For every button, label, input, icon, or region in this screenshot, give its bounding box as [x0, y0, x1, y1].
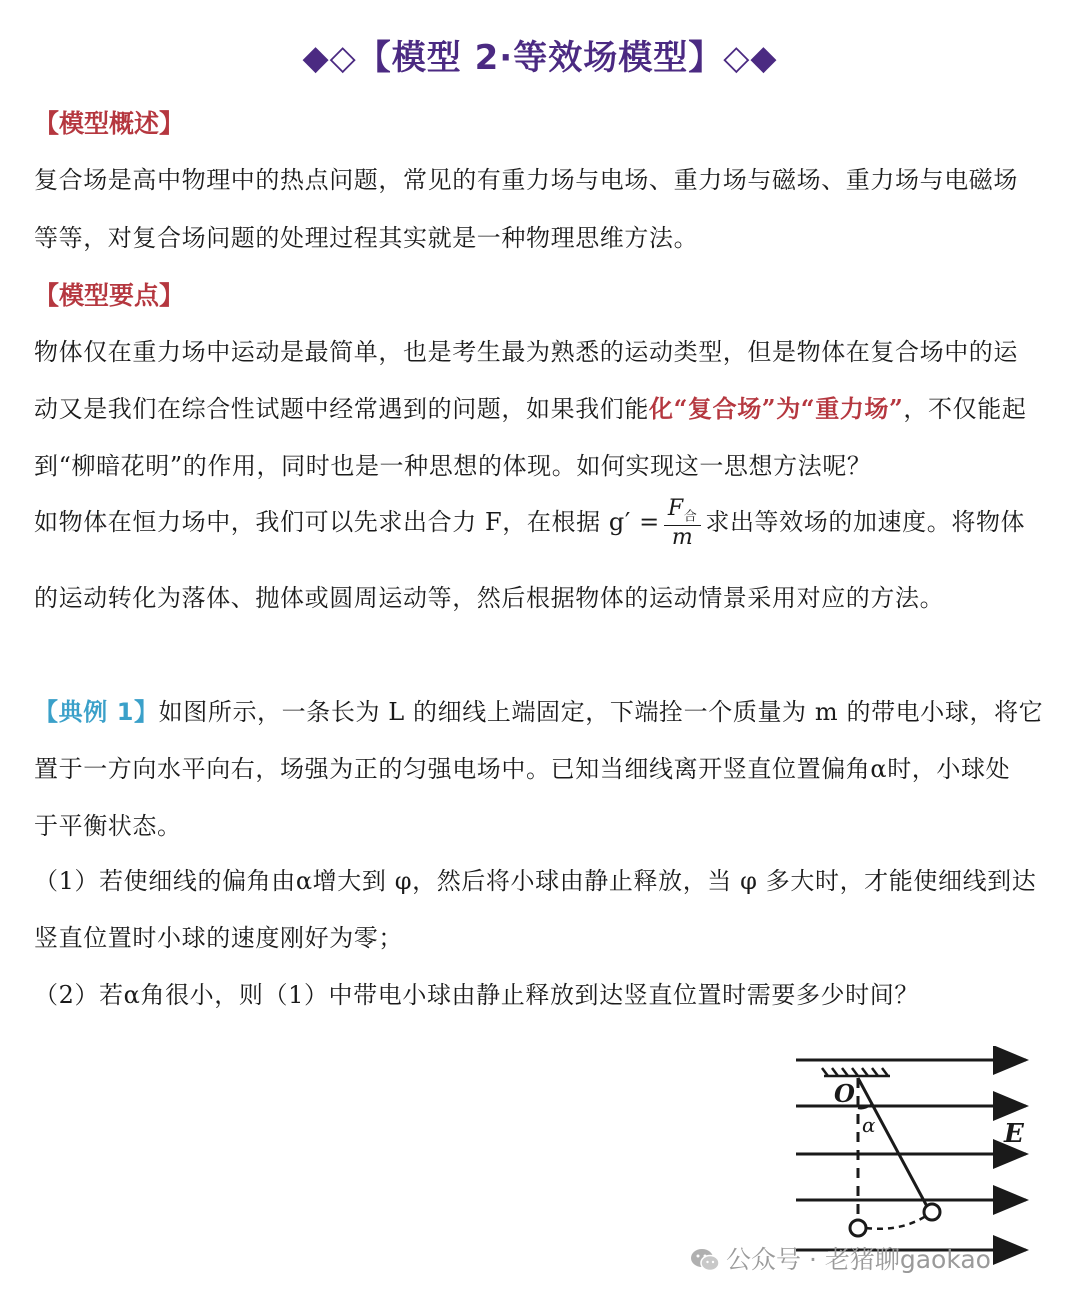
wechat-icon	[690, 1248, 720, 1272]
acceleration-formula	[664, 497, 701, 550]
keypoints-line-3: 到“柳暗花明”的作用，同时也是一种思想的体现。如何实现这一思想方法呢？	[34, 452, 872, 480]
thread-line	[858, 1078, 930, 1212]
keypoints-line-2	[34, 389, 1046, 424]
page-title: ◆◇【模型 2·等效场模型】◇◆	[302, 38, 778, 78]
swing-path	[866, 1216, 926, 1229]
question-1-line-2: 竖直位置时小球的速度刚好为零；	[34, 924, 403, 952]
ball-deflected-position	[924, 1204, 940, 1220]
ceiling-support-icon	[822, 1068, 890, 1076]
question-1-line-1: （1）若使细线的偏角由α增大到 φ，然后将小球由静止释放，当 φ 多大时，才能使细线到达	[34, 867, 1037, 895]
example-line-3: 于平衡状态。	[34, 812, 182, 840]
watermark	[690, 1240, 991, 1276]
formula-denominator: m	[671, 524, 694, 550]
field-label: E	[1004, 1119, 1024, 1149]
angle-label: α	[862, 1113, 876, 1137]
example-line-2: 置于一方向水平向右，场强为正的匀强电场中。已知当细线离开竖直位置偏角α时，小球处	[34, 755, 1011, 783]
keypoints-line-5: 的运动转化为落体、抛体或圆周运动等，然后根据物体的运动情景采用对应的方法。	[34, 584, 945, 612]
question-2: （2）若α角很小，则（1）中带电小球由静止释放到达竖直位置时需要多少时间？	[34, 981, 919, 1009]
example-heading: 【典例 1】	[34, 698, 159, 726]
keypoints-line-1: 物体仅在重力场中运动是最简单，也是考生最为熟悉的运动类型，但是物体在复合场中的运	[34, 338, 1018, 366]
keypoints-emphasis: 化“复合场”为“重力场”	[649, 394, 904, 423]
overview-line-2: 等等，对复合场问题的处理过程其实就是一种物理思维方法。	[34, 224, 699, 252]
keypoints-heading: 【模型要点】	[34, 281, 185, 310]
formula-numerator: F	[667, 496, 684, 521]
watermark-text: 公众号 · 老猪聊gaokao	[726, 1245, 991, 1274]
field-lines	[796, 1060, 1026, 1250]
ball-vertical-position	[850, 1220, 866, 1236]
example-line-1-text: 如图所示，一条长为 L 的细线上端固定，下端拴一个质量为 m 的带电小球，将它	[158, 698, 1044, 726]
overview-line-1: 复合场是高中物理中的热点问题，常见的有重力场与电场、重力场与磁场、重力场与电磁场	[34, 166, 1018, 194]
keypoints-line-2-post: ，不仅能起	[903, 395, 1027, 423]
keypoints-line-4-post: 求出等效场的加速度。将物体	[705, 507, 1026, 536]
pivot-label: O	[834, 1079, 855, 1108]
keypoints-line-2-pre: 动又是我们在综合性试题中经常遇到的问题，如果我们能	[34, 395, 649, 423]
keypoints-line-4-pre: 如物体在恒力场中，我们可以先求出合力 F，在根据 g′ =	[34, 507, 660, 536]
overview-heading: 【模型概述】	[34, 109, 185, 138]
keypoints-line-4	[34, 497, 1046, 550]
example-line-1	[34, 692, 1046, 727]
formula-subscript: 合	[683, 509, 698, 525]
